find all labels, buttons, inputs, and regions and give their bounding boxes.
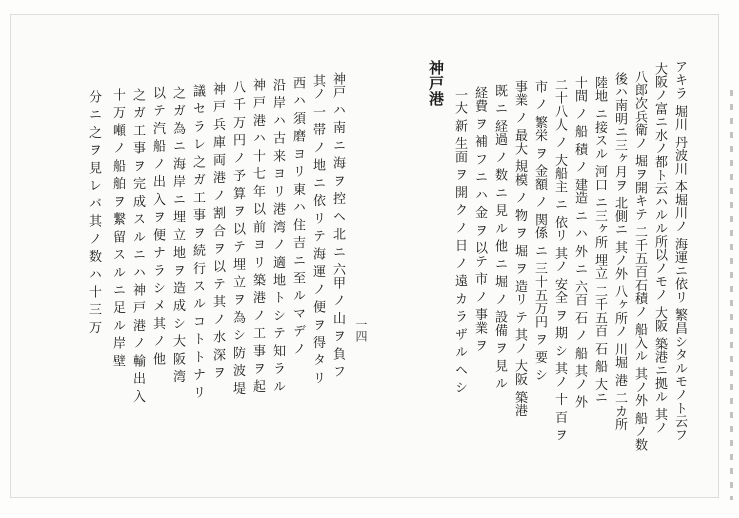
text-column: 之 ガ 為 ニ 海 岸 ニ 埋 立 地 ヲ 造 成 シ 大 阪 湾 [170, 86, 185, 384]
text-column: 神 戸 兵 庫 両 港 ノ 割 合 ヲ 以 テ 其 ノ 水 深 ヲ [210, 82, 225, 380]
text-column: 沿 岸 ハ 古 来 ヨ リ 港 湾 ノ 適 地 ト シ テ 知 ラ ル [270, 78, 285, 393]
text-column: 神戸 ハ 南 ニ 海 ヲ 控 ヘ 北 ニ 六甲 ノ 山 ヲ 負 フ [330, 72, 345, 378]
text-column: 大阪ノ富ニ水ノ都ト云ハルル所以ノモノ 大阪 築港ニ拠ル 其ノ [652, 62, 667, 435]
text-column: 以 テ 汽 船 ノ 出 入 ヲ 便 ナ ラ シ メ 其 ノ 他 [150, 86, 165, 366]
text-column: 事業 ノ 最大 規模 ノ 物 ヲ 堀 ヲ 造リ テ 其ノ 大阪 築港 [512, 80, 527, 417]
text-column: 市 ノ 繁栄 ヲ 金額 ノ 関係 ニ 三十五万円 ヲ 要 シ [532, 80, 547, 382]
text-column: 其ノ 一 帯 ノ 地 ニ 依 リ テ 海 運 ノ 便 ヲ 得 タ リ [310, 74, 325, 385]
text-column: 後ハ南明ニ三ヶ月ヲ 北側ニ 其ノ外 八ヶ所ノ 川堀 港 二カ所 [612, 72, 627, 432]
text-column: 分 ニ 之 ヲ 見 レ バ 其 ノ 数 ハ 十 三 万 [86, 90, 101, 334]
text-column: 十間 ノ 船 積 ノ 建造 ニ ハ 外 ニ 六百 石 ノ 船 其ノ 外 [572, 76, 587, 409]
text-column: 既 ニ 経過 ノ 数 ニ 見 ル 他 ニ 堀 ノ 設備 ヲ 見 ル [492, 84, 507, 390]
text-column: 一大 新 生面 ヲ 開 ク ノ 日 ノ 遠 カ ラ ザ ル ヘ シ [452, 88, 467, 394]
text-column: 陸地 ニ接スル 河口 ニ三ヶ所 埋立 二千五百 石 船 大ニ [592, 76, 607, 405]
page-number: 一四 [354, 318, 368, 342]
text-column: 八郎次兵衛ノ 堀ヲ開キテ 二千五百石積ノ 船入ル 其ノ外 船ノ数 [632, 70, 647, 452]
text-column: 十 万 噸 ノ 船 舶 ヲ 繋 留 ス ル ニ 足 ル 岸 壁 [110, 88, 125, 368]
text-column: 之 ガ 工 事 ヲ 完 成 ス ル ニ ハ 神 戸 港 ノ 輸 出 入 [130, 88, 145, 403]
text-column: 西 ハ 須 磨 ヨ リ 東 ハ 住 吉 ニ 至 ル マ デ ノ [290, 76, 305, 356]
text-column: アキラ 堀川 丹波川 本堀川ノ 海運ニ依リ 繁昌シタルモノト云フ [672, 60, 687, 442]
text-column: 経費 ヲ 補 フ ニ ハ 金 ヲ 以テ 市 ノ 事業 ヲ [472, 86, 487, 352]
text-column: 二十八人 ノ 大船主 ニ 依リ 其ノ 安全 ヲ 期 シ 其ノ 十 百 ヲ [552, 78, 567, 442]
text-column: 八 千 万 円 ノ 予 算 ヲ 以 テ 埋 立 ヲ 為 シ 防 波 堤 [230, 80, 245, 395]
text-column: 議 セ ラ レ 之 ガ 工 事 ヲ 続 行 ス ル コ ト ト ナ リ [190, 84, 205, 399]
text-column: 神 戸 港 ハ 十 七 年 以 前 ヨ リ 築 港 ノ 工 事 ヲ 起 [250, 78, 265, 393]
section-title: 神戸港 [427, 60, 445, 106]
page-edge-shadow [730, 90, 733, 500]
